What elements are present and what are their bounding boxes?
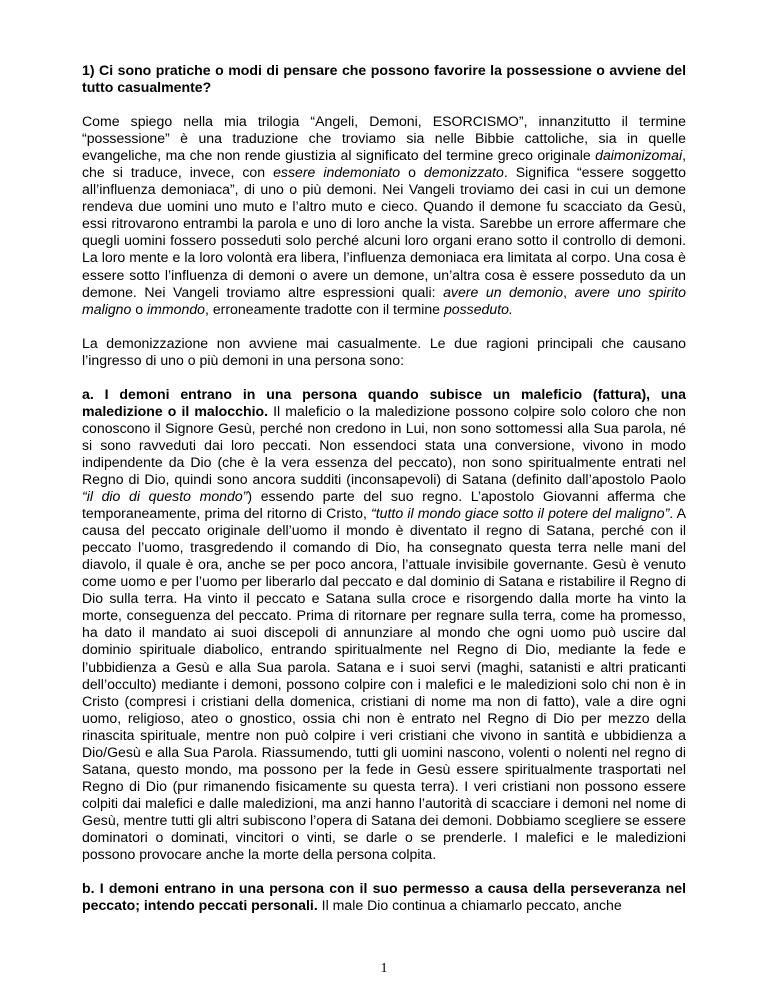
cause-b-heading: b. I demoni entrano in una persona con il suo permesso a causa della perseveranza nel peccato; intendo peccati personali. xyxy=(82,880,686,914)
paragraph-possession-meaning: Come spiego nella mia trilogia “Angeli, Demoni, ESORCISMO”, innanzitutto il termine “possessione” è una traduzione che troviamo sia nelle Bibbie cattoliche, sia in quelle evangeliche, ma che non rende giustizia al significato del termine greco originale daimonizomai, che si traduce, invece, con essere indemoniato o demonizzato. Significa “essere soggetto all’influenza demoniaca”, di uno o più demoni. Nei Vangeli troviamo dei casi in cui un demone rendeva due uomini uno muto e l’altro muto e cieco. Quando il demone fu scacciato da Gesù, essi ritrovarono entrambi la parola e uno di loro anche la vista. Sarebbe un errore affermare che quegli uomini fossero posseduti solo perché alcuni loro organi erano sotto il controllo di demoni. La loro mente e la loro volontà era libera, l’influenza demoniaca era limitata al corpo. Una cosa è essere sotto l’influenza di demoni o avere un demone, un’altra cosa è essere posseduto da un demone. Nei Vangeli troviamo altre espressioni quali: avere un demonio, avere uno spirito maligno o immondo, erroneamente tradotte con il termine posseduto. xyxy=(82,113,686,317)
cause-a-heading: a. I demoni entrano in una persona quando subisce un maleficio (fattura), una maledizione o il malocchio. xyxy=(82,385,686,419)
paragraph-cause-b: b. I demoni entrano in una persona con il suo permesso a causa della perseveranza nel peccato; intendo peccati personali. Il male Dio continua a chiamarlo peccato, anche xyxy=(82,880,686,914)
page-number: 1 xyxy=(380,961,388,976)
paragraph-cause-a: a. I demoni entrano in una persona quando subisce un maleficio (fattura), una maledizione o il malocchio. Il maleficio o la maledizione possono colpire solo coloro che non conoscono il Signore Gesù, perché non credono in Lui, non sono sottomessi alla Sua parola, né si sono ravveduti dai loro peccati. Non essendoci stata una conversione, vivono in modo indipendente da Dio (che è la vera essenza del peccato), non sono spiritualmente entrati nel Regno di Dio, quindi sono ancora sudditi (inconsapevoli) di Satana (definito dall’apostolo Paolo “il dio di questo mondo”) essendo parte del suo regno. L’apostolo Giovanni afferma che temporaneamente, prima del ritorno di Cristo, “tutto il mondo giace sotto il potere del maligno”. A causa del peccato originale dell’uomo il mondo è diventato il regno di Satana, perché con il peccato l’uomo, trasgredendo il comando di Dio, ha consegnato questa terra nelle mani del diavolo, il quale è ora, anche se per poco ancora, l’attuale invisibile governante. Gesù è venuto come uomo e per l’uomo per liberarlo dal peccato e dal dominio di Satana e ristabilire il Regno di Dio sulla terra. Ha vinto il peccato e Satana sulla croce e risorgendo dalla morte ha vinto la morte, conseguenza del peccato. Prima di ritornare per regnare sulla terra, come ha promesso, ha dato il mandato ai suoi discepoli di annunziare al mondo che ogni uomo può uscire dal dominio spirituale diabolico, entrando spiritualmente nel Regno di Dio, mediante la fede e l’ubbidienza a Gesù e alla Sua parola. Satana e i suoi servi (maghi, satanisti e altri praticanti dell’occulto) mediante i demoni, possono colpire con i malefici e le maledizioni solo chi non è in Cristo (compresi i cristiani della domenica, cristiani di nome ma non di fatto), vale a dire ogni uomo, religioso, ateo o gnostico, ossia chi non è entrato nel Regno di Dio per mezzo della rinascita spirituale, mentre non può colpire i veri cristiani che vivono in santità e ubbidienza a Dio/Gesù e alla Sua Parola. Riassumendo, tutti gli uomini nascono, volenti o nolenti nel regno di Satana, questo mondo, ma possono per la fede in Gesù essere spiritualmente trasportati nel Regno di Dio (pur rimanendo fisicamente su questa terra). I veri cristiani non possono essere colpiti dai malefici e dalle maledizioni, ma anzi hanno l’autorità di scacciare i demoni nel nome di Gesù, mentre tutti gli altri subiscono l’opera di Satana dei demoni. Dobbiamo scegliere se essere dominatori o dominati, vincitori o vinti, se darle o se prenderle. I malefici e le maledizioni possono provocare anche la morte della persona colpita. xyxy=(82,385,687,863)
paragraph-causes-intro: La demonizzazione non avviene mai casualmente. Le due ragioni principali che causano l’ingresso di uno o più demoni in una persona sono: xyxy=(82,334,686,368)
question-heading: 1) Ci sono pratiche o modi di pensare che possono favorire la possessione o avviene del tutto casualmente? xyxy=(82,62,686,96)
